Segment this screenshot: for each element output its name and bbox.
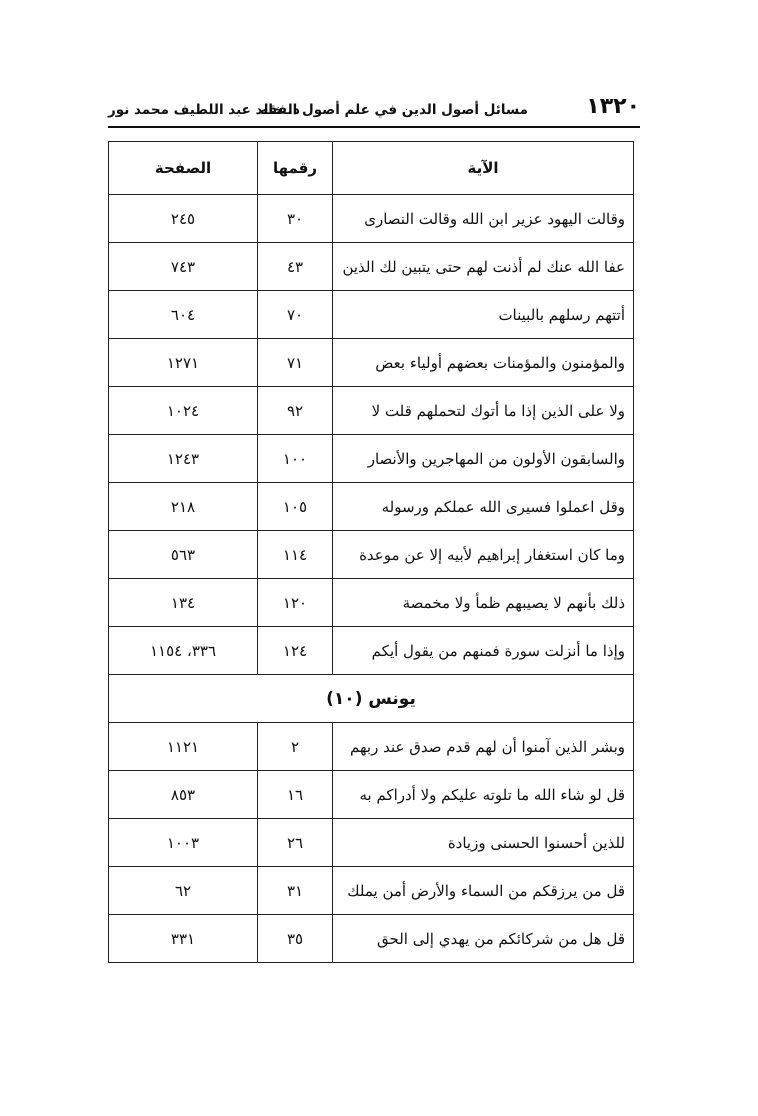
table-header-row (109, 142, 634, 195)
verse-text: ذلك بأنهم لا يصيبهم ظمأ ولا مخمصة (402, 594, 625, 612)
page-reference: ١٢٤٣ (166, 450, 200, 468)
verse-number: ٣١ (286, 882, 304, 900)
verse-number: ٧١ (286, 354, 304, 372)
verse-text: وما كان استغفار إبراهيم لأبيه إلا عن موعدة (359, 546, 625, 564)
table-row (109, 771, 634, 819)
table-row (109, 579, 634, 627)
verse-number: ٤٣ (286, 258, 304, 276)
page-reference: ٦٢ (174, 882, 192, 900)
header-rule (108, 126, 640, 128)
verse-text: أتتهم رسلهم بالبينات (498, 306, 625, 324)
verse-number: ٢ (290, 738, 300, 756)
verse-number: ٢٦ (286, 834, 304, 852)
page-reference: ١٢٧١ (166, 354, 200, 372)
verse-number: ١٠٥ (282, 498, 308, 516)
verse-index-table (108, 141, 634, 963)
page-column-header: الصفحة (109, 142, 258, 195)
table-row (109, 243, 634, 291)
number-column-header: رقمها (258, 142, 333, 195)
verse-text: وقالت اليهود عزير ابن الله وقالت النصارى (364, 210, 625, 228)
page-reference: ٨٥٣ (170, 786, 196, 804)
page-reference: ١١٢١ (166, 738, 200, 756)
table-row (109, 387, 634, 435)
page-reference: ٦٠٤ (170, 306, 196, 324)
verse-number: ١٢٠ (282, 594, 308, 612)
surah-heading-row (109, 675, 634, 723)
verse-text: قل من يرزقكم من السماء والأرض أمن يملك (347, 882, 625, 900)
table-row (109, 531, 634, 579)
verse-text: قل هل من شركائكم من يهدي إلى الحق (377, 930, 625, 948)
table-row (109, 291, 634, 339)
page-reference: ٢٤٥ (170, 210, 196, 228)
verse-number: ١١٤ (282, 546, 308, 564)
table-row (109, 195, 634, 243)
verse-number: ١٢٤ (282, 642, 308, 660)
author-name: د. خالد عبد اللطيف محمد نور (108, 102, 300, 118)
running-title: مسائل أصول الدين في علم أصول الفقه (259, 102, 528, 118)
page-reference: ٣٣١ (170, 930, 196, 948)
verse-text: عفا الله عنك لم أذنت لهم حتى يتبين لك الذين (342, 258, 625, 276)
page-number: ١٣٢٠ (586, 94, 640, 119)
verse-text: للذين أحسنوا الحسنى وزيادة (447, 834, 625, 852)
table-row (109, 819, 634, 867)
page-reference: ١٣٤ (170, 594, 196, 612)
page-reference: ٥٦٣ (170, 546, 196, 564)
page-reference: ٧٤٣ (170, 258, 196, 276)
page-reference: ٢١٨ (170, 498, 196, 516)
verse-number: ٩٢ (286, 402, 304, 420)
verse-text: وبشر الذين آمنوا أن لهم قدم صدق عند ربهم (350, 738, 625, 756)
page-reference: ١٠٠٣ (166, 834, 200, 852)
surah-heading: يونس (١٠) (109, 675, 634, 723)
table-row (109, 627, 634, 675)
verse-text: ولا على الذين إذا ما أتوك لتحملهم قلت لا (371, 402, 625, 420)
verse-text: قل لو شاء الله ما تلوته عليكم ولا أدراكم به (359, 786, 625, 804)
verse-number: ٧٠ (286, 306, 304, 324)
verse-number: ٣٥ (286, 930, 304, 948)
table-row (109, 483, 634, 531)
page-reference: ٣٣٦، ١١٥٤ (149, 642, 216, 660)
verse-text: والمؤمنون والمؤمنات بعضهم أولياء بعض (375, 354, 625, 372)
page-header (108, 94, 640, 128)
table-row (109, 339, 634, 387)
table-row (109, 867, 634, 915)
verse-text: وإذا ما أنزلت سورة فمنهم من يقول أيكم (371, 642, 625, 660)
table-row (109, 915, 634, 963)
table-row (109, 435, 634, 483)
verse-number: ٣٠ (286, 210, 304, 228)
verse-number: ١٠٠ (282, 450, 308, 468)
verse-number: ١٦ (286, 786, 304, 804)
verse-column-header: الآية (333, 142, 634, 195)
verse-text: وقل اعملوا فسيرى الله عملكم ورسوله (381, 498, 625, 516)
table-row (109, 723, 634, 771)
verse-text: والسابقون الأولون من المهاجرين والأنصار (367, 450, 625, 468)
page-reference: ١٠٢٤ (166, 402, 200, 420)
